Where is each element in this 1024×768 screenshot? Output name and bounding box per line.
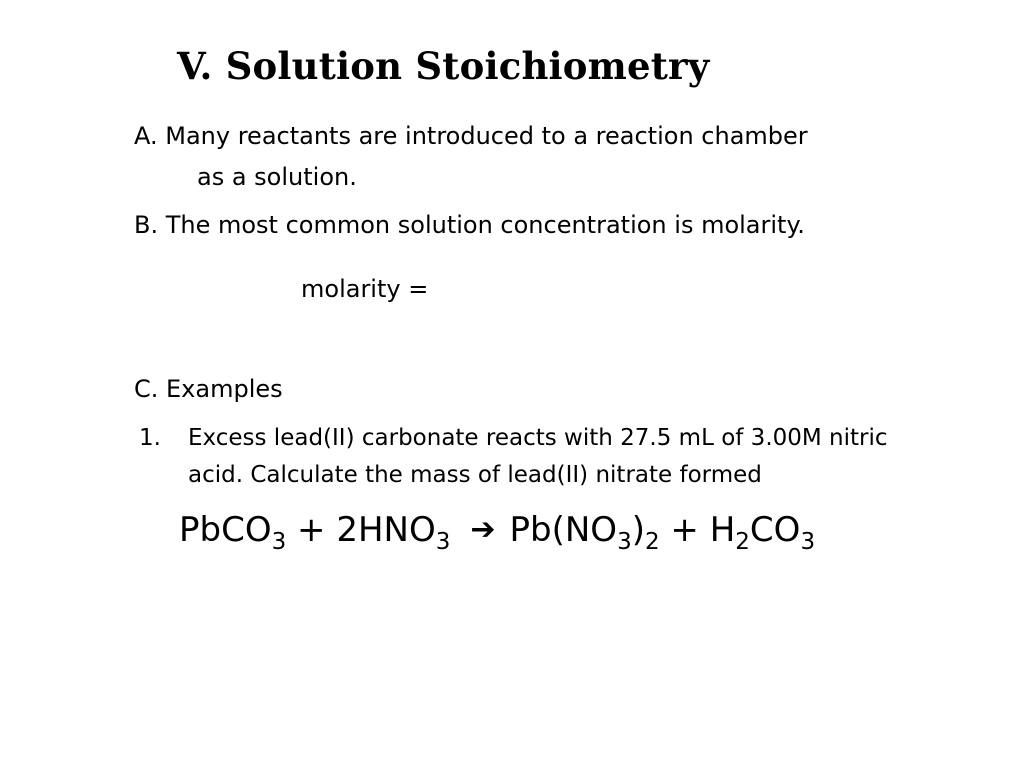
product-1-subscript-2: 2 <box>644 529 660 555</box>
point-b: B. The most common solution concentration is molarity. <box>134 211 805 239</box>
reactant-1: PbCO <box>179 510 272 550</box>
example-1-line-1: Excess lead(II) carbonate reacts with 27.5 mL of 3.00M nitric <box>188 425 888 451</box>
point-a-line-2: as a solution. <box>197 163 357 191</box>
point-a-line-1: A. Many reactants are introduced to a reaction chamber <box>134 122 808 150</box>
molarity-formula-label: molarity = <box>301 275 429 303</box>
product-1-subscript-1: 3 <box>617 529 632 555</box>
product-1: Pb(NO <box>509 510 618 550</box>
product-2-subscript-2: 3 <box>800 529 816 555</box>
chemical-equation <box>179 510 816 555</box>
product-1-mid: ) <box>631 510 645 550</box>
example-1-line-2: acid. Calculate the mass of lead(II) nitrate formed <box>188 462 762 488</box>
example-1-number: 1. <box>139 425 161 451</box>
product-2-mid: CO <box>749 510 801 550</box>
slide-title: V. Solution Stoichiometry <box>177 44 710 88</box>
reactant-2: + 2HNO <box>286 510 436 550</box>
product-2: + H <box>659 510 736 550</box>
reaction-arrow-icon: ➔ <box>470 512 496 547</box>
reactant-2-subscript: 3 <box>435 529 451 555</box>
product-2-subscript-1: 2 <box>735 529 750 555</box>
reactant-1-subscript: 3 <box>271 529 287 555</box>
point-c-heading: C. Examples <box>134 375 283 403</box>
